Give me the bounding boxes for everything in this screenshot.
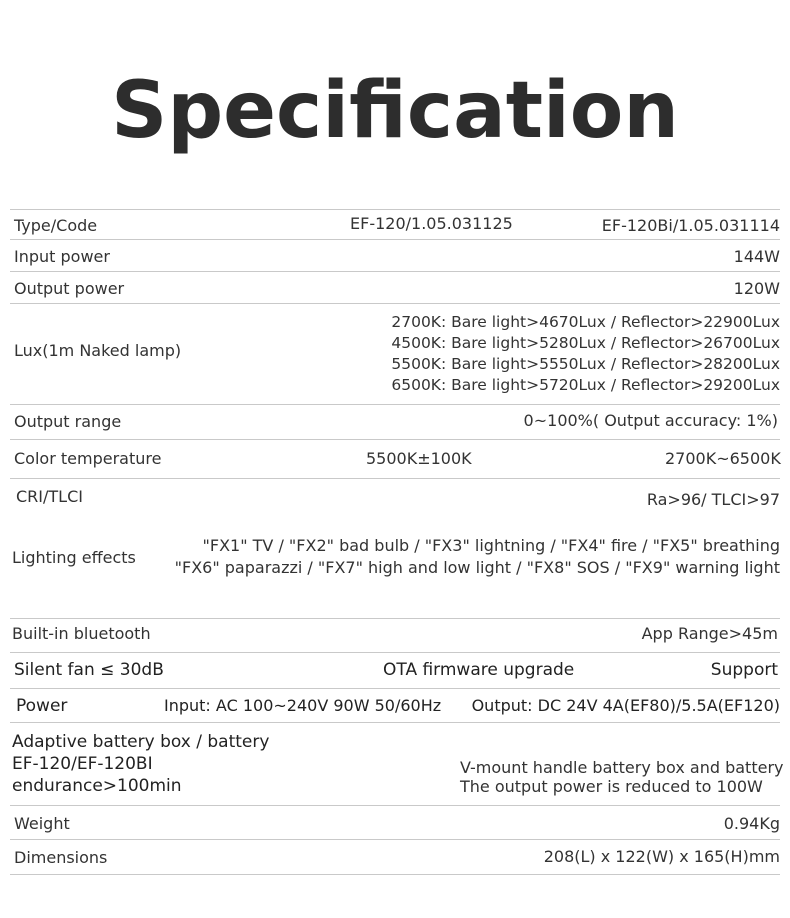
weight-value: 0.94Kg bbox=[723, 814, 780, 833]
input-power-label: Input power bbox=[14, 247, 110, 266]
lux-line: 5500K: Bare light>5550Lux / Reflector>28200Lux bbox=[391, 355, 780, 373]
ota-label: OTA firmware upgrade bbox=[383, 660, 575, 680]
effects-label: Lighting effects bbox=[12, 548, 136, 567]
battery-label-3: endurance>100min bbox=[12, 776, 182, 796]
battery-label-2: EF-120/EF-120BI bbox=[12, 754, 153, 774]
row-divider bbox=[10, 478, 780, 479]
output-power-value: 120W bbox=[733, 279, 780, 298]
row-divider bbox=[10, 271, 780, 272]
row-divider bbox=[10, 303, 780, 304]
power-output: Output: DC 24V 4A(EF80)/5.5A(EF120) bbox=[471, 696, 780, 715]
battery-value-1: V-mount handle battery box and battery bbox=[460, 758, 784, 777]
cri-label: CRI/TLCI bbox=[16, 487, 83, 506]
row-divider bbox=[10, 874, 780, 875]
output-range-value: 0~100%( Output accuracy: 1%) bbox=[523, 411, 778, 430]
power-input: Input: AC 100~240V 90W 50/60Hz bbox=[164, 696, 442, 715]
lux-line: 2700K: Bare light>4670Lux / Reflector>22900Lux bbox=[391, 313, 780, 331]
weight-label: Weight bbox=[14, 814, 70, 833]
page-title: Specification bbox=[111, 66, 679, 156]
row-divider bbox=[10, 209, 780, 210]
bluetooth-label: Built-in bluetooth bbox=[12, 624, 151, 643]
dimensions-label: Dimensions bbox=[14, 848, 108, 867]
input-power-value: 144W bbox=[733, 247, 780, 266]
battery-value-2: The output power is reduced to 100W bbox=[460, 777, 763, 796]
bluetooth-value: App Range>45m bbox=[641, 624, 778, 643]
lux-label: Lux(1m Naked lamp) bbox=[14, 341, 182, 360]
row-divider bbox=[10, 239, 780, 240]
effects-line: "FX6" paparazzi / "FX7" high and low light / "FX8" SOS / "FX9" warning light bbox=[174, 558, 780, 577]
row-divider bbox=[10, 688, 780, 689]
color-temp-value-2: 2700K~6500K bbox=[665, 449, 781, 468]
power-label: Power bbox=[16, 696, 68, 716]
type-code-value-2: EF-120Bi/1.05.031114 bbox=[601, 216, 780, 235]
effects-line: "FX1" TV / "FX2" bad bulb / "FX3" lightning / "FX4" fire / "FX5" breathing bbox=[202, 536, 780, 555]
color-temp-label: Color temperature bbox=[14, 449, 162, 468]
cri-value: Ra>96/ TLCI>97 bbox=[646, 490, 780, 509]
type-code-label: Type/Code bbox=[14, 216, 98, 235]
row-divider bbox=[10, 439, 780, 440]
lux-values bbox=[391, 312, 780, 396]
effects-values bbox=[175, 535, 780, 579]
color-temp-value-1: 5500K±100K bbox=[366, 449, 472, 468]
output-power-label: Output power bbox=[14, 279, 125, 298]
row-divider bbox=[10, 404, 780, 405]
row-divider bbox=[10, 618, 780, 619]
battery-label-1: Adaptive battery box / battery bbox=[12, 732, 270, 752]
row-divider bbox=[10, 805, 780, 806]
type-code-value-1: EF-120/1.05.031125 bbox=[350, 214, 513, 233]
lux-line: 4500K: Bare light>5280Lux / Reflector>26700Lux bbox=[391, 334, 780, 352]
dimensions-value: 208(L) x 122(W) x 165(H)mm bbox=[543, 847, 780, 866]
row-divider bbox=[10, 652, 780, 653]
row-divider bbox=[10, 839, 780, 840]
output-range-label: Output range bbox=[14, 412, 122, 431]
ota-value: Support bbox=[710, 660, 778, 680]
row-divider bbox=[10, 722, 780, 723]
fan-label: Silent fan ≤ 30dB bbox=[14, 660, 164, 680]
lux-line: 6500K: Bare light>5720Lux / Reflector>29200Lux bbox=[391, 376, 780, 394]
